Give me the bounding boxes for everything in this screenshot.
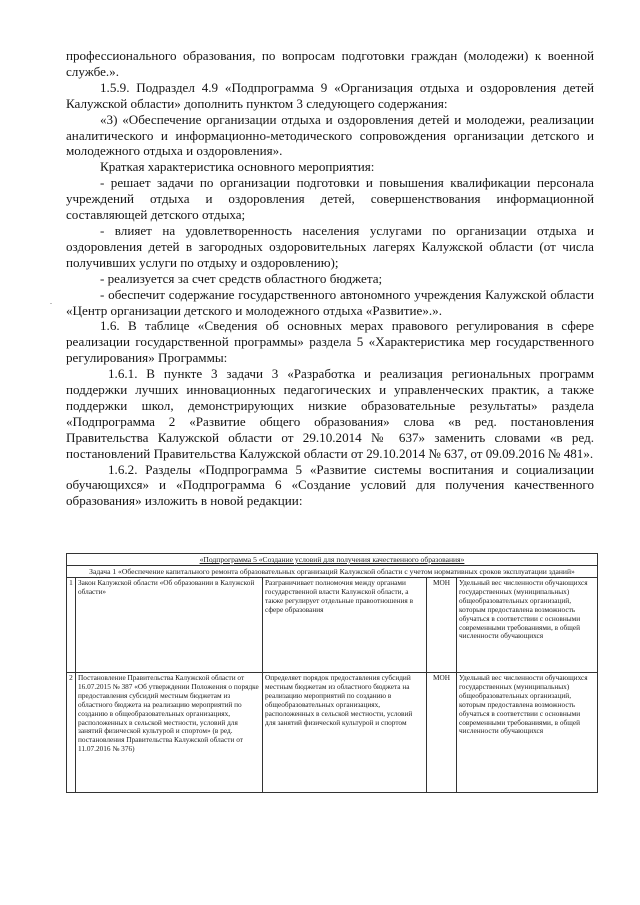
content-cell: Определяет порядок предоставления субсидий местным бюджетам из областного бюджета на реализацию мероприятий по созданию в общеобразовательных организациях, расположенных в сельской местности, условий для занятий физической культурой и спортом — [263, 673, 427, 793]
document-body — [66, 48, 594, 509]
paragraph-1-6-2: 1.6.2. Разделы «Подпрограмма 5 «Развитие системы воспитания и социализации обучающихся» и «Подпрограмма 6 «Создание условий для получения качественного образования» изложить в новой редакции: — [66, 461, 594, 509]
row-number: 2 — [67, 673, 76, 793]
table-row — [67, 578, 598, 673]
regulation-table — [66, 553, 598, 793]
paragraph-continuation: профессионального образования, по вопросам подготовки граждан (молодежи) к военной службе.». — [66, 48, 594, 79]
responsible-cell: МОН — [427, 578, 457, 673]
paragraph-bullet-4: - обеспечит содержание государственного автономного учреждения Калужской области «Центр организации детского и молодежного отдыха «Развитие».». — [66, 286, 594, 318]
indicator-cell: Удельный вес численности обучающихся государственных (муниципальных) общеобразовательных организаций, которым предоставлена возможность обучаться в соответствии с основными современными требованиями, в общей численности обучающихся — [457, 673, 598, 793]
paragraph-1-6: 1.6. В таблице «Сведения об основных мерах правового регулирования в сфере реализации государственной программы» раздела 5 «Характеристика мер государственного регулирования» Программы: — [66, 318, 594, 366]
paragraph-bullet-3: - реализуется за счет средств областного бюджета; — [100, 270, 383, 286]
indicator-cell: Удельный вес численности обучающихся государственных (муниципальных) общеобразовательных организаций, которым предоставлена возможность обучаться в соответствии с основными современными требованиями, в общей численности обучающихся — [457, 578, 598, 673]
row-number: 1 — [67, 578, 76, 673]
legal-act-cell: Закон Калужской области «Об образовании в Калужской области» — [76, 578, 263, 673]
paragraph-brief-characteristic: Краткая характеристика основного мероприятия: — [100, 159, 375, 175]
legal-act-cell: Постановление Правительства Калужской области от 16.07.2015 № 387 «Об утверждении Положения о порядке предоставления субсидий местным бюджетам из областного бюджета на реализацию мероприятий по созданию в общеобразовательных организациях, расположенных в сельской местности, условий для занятий физической культурой и спортом» (в ред. постановления Правительства Калужской области от 11.07.2016 № 376) — [76, 673, 263, 793]
paragraph-1-5-9: 1.5.9. Подраздел 4.9 «Подпрограмма 9 «Организация отдыха и оздоровления детей Калужской области» дополнить пунктом 3 следующего содержания: — [66, 79, 594, 111]
content-cell: Разграничивает полномочия между органами государственной власти Калужской области, а также регулирует отдельные правоотношения в сфере образования — [263, 578, 427, 673]
responsible-cell: МОН — [427, 673, 457, 793]
table-header-row — [67, 554, 598, 566]
table-task-row — [67, 566, 598, 578]
paragraph-bullet-1: - решает задачи по организации подготовки и повышения квалификации персонала учреждений отдыха и оздоровления детей, совершенствования информационной составляющей детского отдыха; — [66, 175, 594, 223]
stray-mark: . — [50, 297, 52, 306]
task-header: Задача 1 «Обеспечение капитального ремонта образовательных организаций Калужской области с учетом нормативных сроков эксплуатации зданий» — [67, 566, 598, 578]
subprogram-header: «Подпрограмма 5 «Создание условий для получения качественного образования» — [67, 554, 598, 566]
paragraph-1-6-1: 1.6.1. В пункте 3 задачи 3 «Разработка и реализация региональных программ поддержки лучших инновационных педагогических и управленческих практик, а также поддержки школ, демонстрирующих низкие образовательные результаты» раздела «Подпрограмма 2 «Развитие общего образования» слова «в ред. постановления Правительства Калужской области от 29.10.2014 № 637» заменить словами «в ред. постановлений Правительства Калужской области от 29.10.2014 № 637, от 09.09.2016 № 481». — [66, 366, 594, 461]
table-row — [67, 673, 598, 793]
paragraph-item-3: «3) «Обеспечение организации отдыха и оздоровления детей и молодежи, реализации аналитического и информационно-методического сопровождения организации детского и молодежного отдыха и оздоровления». — [66, 111, 594, 159]
regulation-table-wrap — [66, 553, 597, 793]
paragraph-bullet-2: - влияет на удовлетворенность населения услугами по организации отдыха и оздоровления детей в загородных оздоровительных лагерях Калужской области (от числа получивших услуги по отдыху и оздоровлению); — [66, 222, 594, 270]
